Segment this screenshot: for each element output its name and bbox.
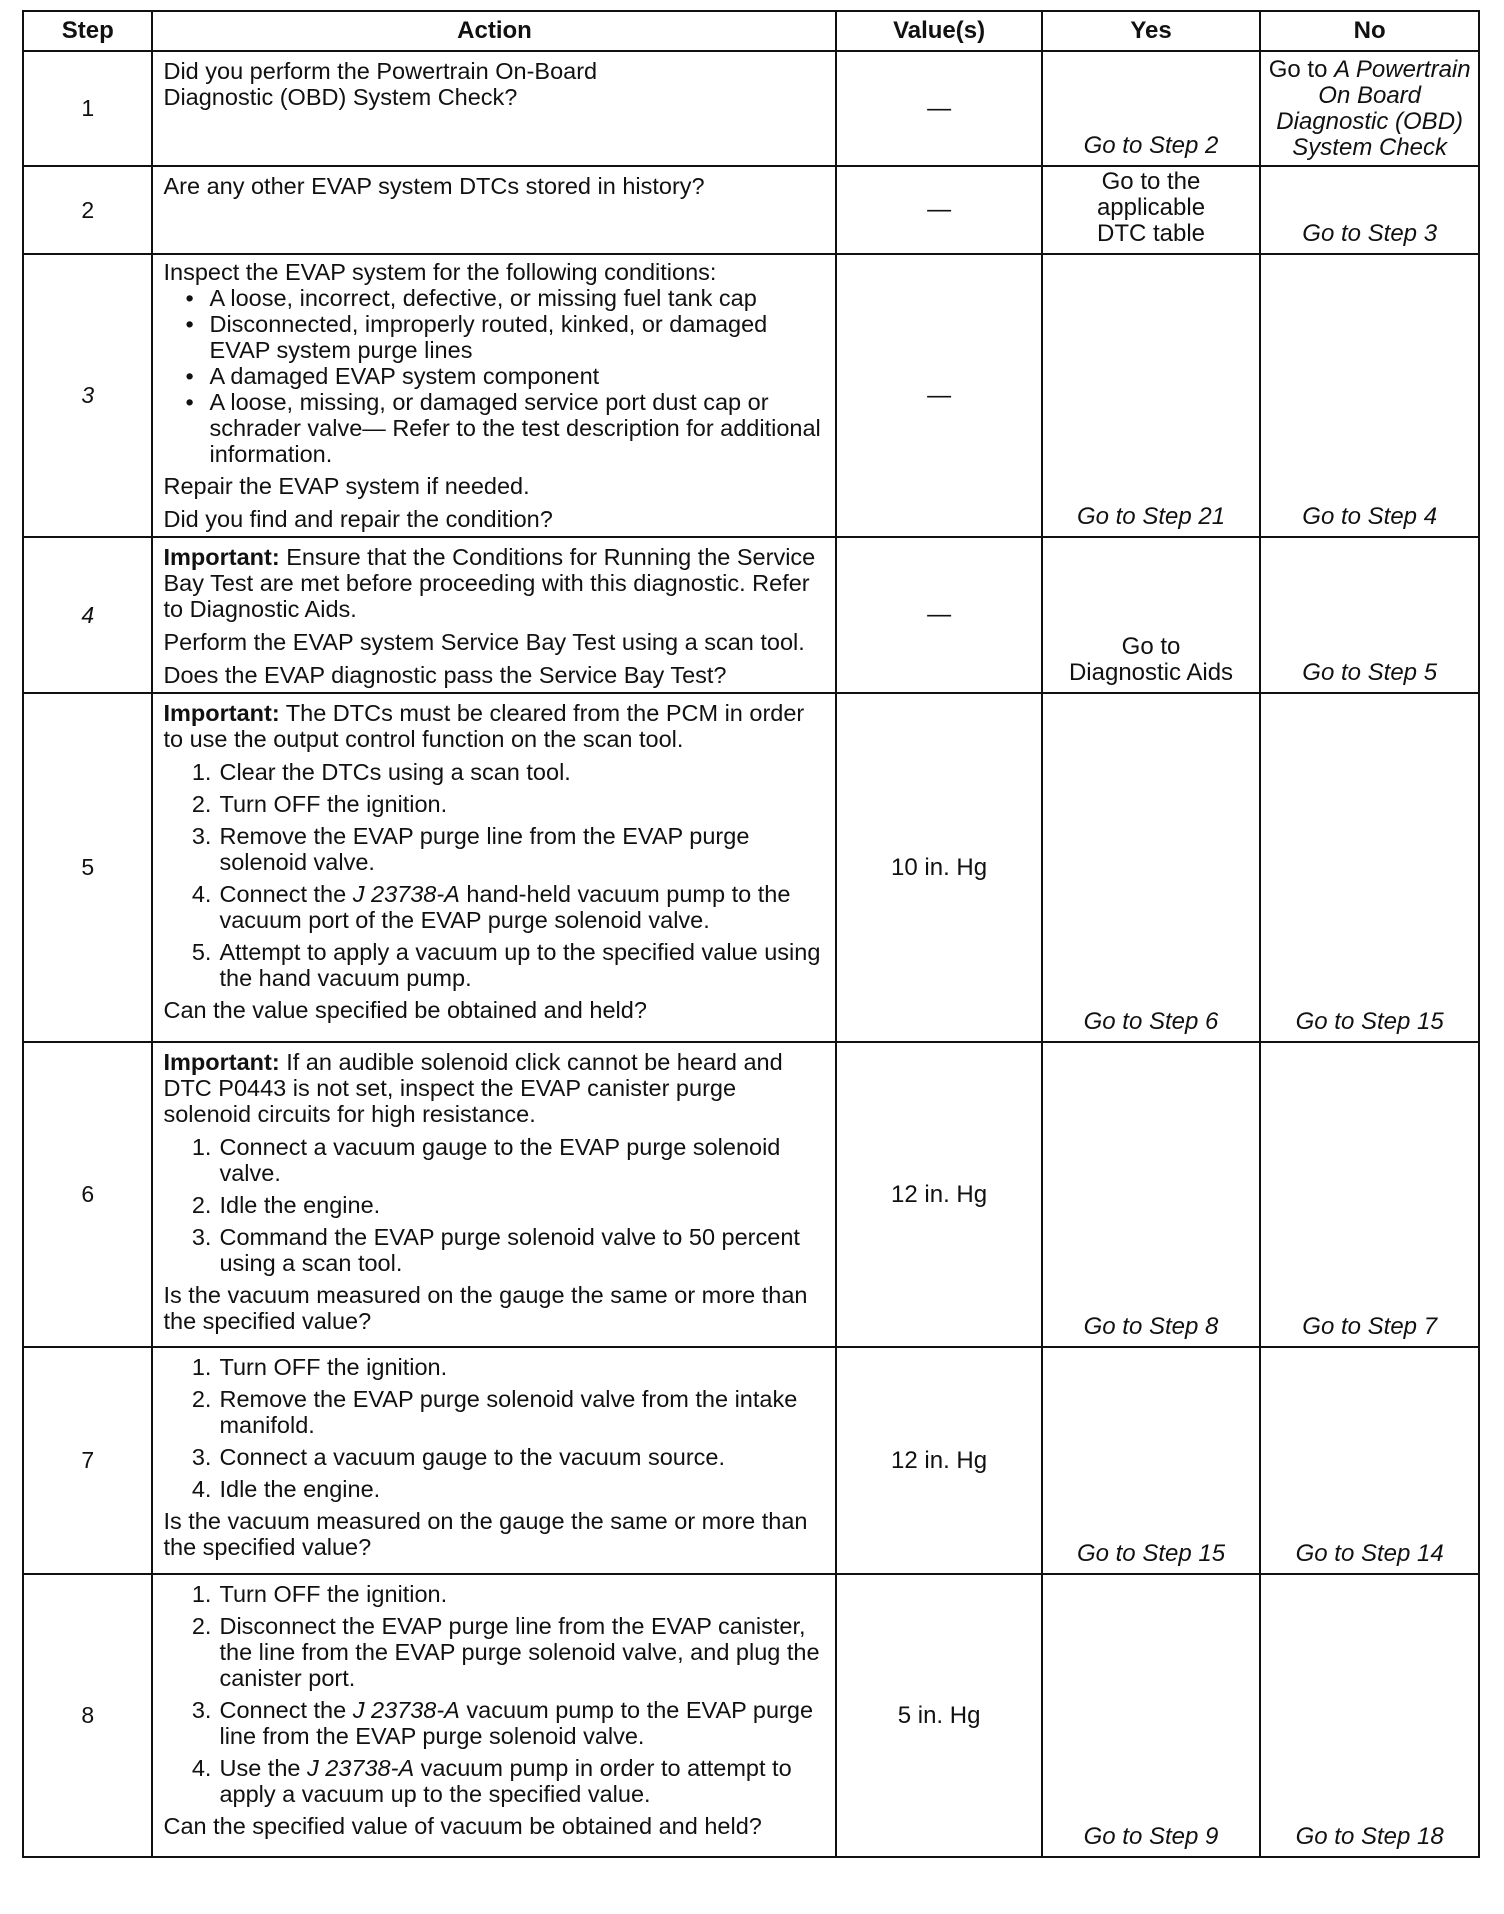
- important-label: Important:: [163, 1049, 280, 1075]
- no-cell: Go to Step 18: [1260, 1574, 1479, 1857]
- procedure-list: [163, 1134, 827, 1276]
- value-cell: —: [836, 537, 1041, 693]
- yes-cell: Go to Step 9: [1042, 1574, 1261, 1857]
- table-row: [23, 1347, 1479, 1574]
- header-values: Value(s): [836, 11, 1041, 51]
- yes-cell: Go to Step 15: [1042, 1347, 1261, 1574]
- header-yes: Yes: [1042, 11, 1261, 51]
- item-text: Turn OFF the ignition.: [219, 1354, 448, 1380]
- item-number: 5.: [191, 939, 212, 965]
- list-item: [163, 791, 827, 817]
- yes-cell: Go to Step 8: [1042, 1042, 1261, 1347]
- step-number: 6: [23, 1042, 152, 1347]
- step-number: 7: [23, 1347, 152, 1574]
- tool-reference: J 23738-A: [307, 1755, 415, 1781]
- item-text: Disconnect the EVAP purge line from the EVAP canister, the line from the EVAP purge solenoid valve, and plug the canister port.: [219, 1613, 820, 1691]
- no-link: A Powertrain On Board Diagnostic (OBD) System Check: [1276, 56, 1471, 161]
- action-question: Can the value specified be obtained and held?: [163, 997, 647, 1023]
- action-question: Did you perform the Powertrain On-Board Diagnostic (OBD) System Check?: [163, 58, 598, 110]
- no-cell: Go to Step 3: [1260, 166, 1479, 254]
- procedure-list: [163, 1354, 827, 1502]
- header-step: Step: [23, 11, 152, 51]
- list-item: [163, 1444, 827, 1470]
- item-text: Command the EVAP purge solenoid valve to 50 percent using a scan tool.: [219, 1224, 800, 1276]
- action-cell: [152, 537, 836, 693]
- yes-cell: Go to Step 21: [1042, 254, 1261, 537]
- item-text-pre: Connect the: [219, 881, 353, 907]
- item-number: 1.: [191, 1134, 212, 1160]
- item-text: Turn OFF the ignition.: [219, 791, 448, 817]
- action-question: Did you find and repair the condition?: [163, 506, 553, 532]
- important-text: The DTCs must be cleared from the PCM in order to use the output control function on the scan tool.: [163, 700, 805, 752]
- yes-cell: Go to the applicable DTC table: [1042, 166, 1261, 254]
- item-text: Remove the EVAP purge solenoid valve from the intake manifold.: [219, 1386, 798, 1438]
- step-number: 4: [23, 537, 152, 693]
- important-text: If an audible solenoid click cannot be heard and DTC P0443 is not set, inspect the EVAP canister purge solenoid circuits for high resistance.: [163, 1049, 783, 1127]
- no-cell: [1260, 51, 1479, 166]
- no-cell: Go to Step 5: [1260, 537, 1479, 693]
- diagnostic-table: [22, 10, 1480, 1858]
- item-number: 3.: [191, 1697, 212, 1723]
- item-text: Connect a vacuum gauge to the EVAP purge solenoid valve.: [219, 1134, 781, 1186]
- value-cell: 12 in. Hg: [836, 1347, 1041, 1574]
- value-cell: 12 in. Hg: [836, 1042, 1041, 1347]
- item-text: [219, 1697, 827, 1749]
- action-note: Repair the EVAP system if needed.: [163, 473, 530, 499]
- yes-cell: Go to Diagnostic Aids: [1042, 537, 1261, 693]
- step-number: 3: [23, 254, 152, 537]
- item-text: Turn OFF the ignition.: [219, 1581, 448, 1607]
- list-item: • A loose, missing, or damaged service port dust cap or schrader valve— Refer to the test description for additional information.: [163, 389, 827, 467]
- value-cell: 5 in. Hg: [836, 1574, 1041, 1857]
- action-question: Can the specified value of vacuum be obtained and held?: [163, 1813, 762, 1839]
- list-item: [163, 1697, 827, 1749]
- procedure-list: [163, 759, 827, 991]
- item-text-pre: Connect the: [219, 1697, 353, 1723]
- value-cell: —: [836, 51, 1041, 166]
- item-text: [219, 1755, 827, 1807]
- item-text: Clear the DTCs using a scan tool.: [219, 759, 571, 785]
- item-text-post: hand-held vacuum pump to the vacuum port of the EVAP purge solenoid valve.: [219, 881, 791, 933]
- no-cell: Go to Step 14: [1260, 1347, 1479, 1574]
- procedure-list: [163, 1581, 827, 1807]
- item-number: 4.: [191, 881, 212, 907]
- list-item: [163, 1134, 827, 1186]
- header-action: Action: [152, 11, 836, 51]
- item-text-pre: Use the: [219, 1755, 307, 1781]
- step-number: 5: [23, 693, 152, 1042]
- item-text: Connect a vacuum gauge to the vacuum source.: [219, 1444, 726, 1470]
- item-text-post: vacuum pump in order to attempt to apply a vacuum up to the specified value.: [219, 1755, 792, 1807]
- tool-reference: J 23738-A: [352, 1697, 460, 1723]
- yes-cell: Go to Step 6: [1042, 693, 1261, 1042]
- list-item: [163, 759, 827, 785]
- table-row: [23, 1042, 1479, 1347]
- table-row: [23, 693, 1479, 1042]
- list-item: [163, 1581, 827, 1607]
- important-label: Important:: [163, 544, 280, 570]
- no-cell: Go to Step 4: [1260, 254, 1479, 537]
- item-number: 2.: [191, 1386, 212, 1412]
- item-number: 1.: [191, 759, 212, 785]
- item-text: Attempt to apply a vacuum up to the specified value using the hand vacuum pump.: [219, 939, 821, 991]
- item-number: 3.: [191, 823, 212, 849]
- item-text: Remove the EVAP purge line from the EVAP purge solenoid valve.: [219, 823, 750, 875]
- step-number: 1: [23, 51, 152, 166]
- item-number: 2.: [191, 791, 212, 817]
- list-item: [163, 1224, 827, 1276]
- action-cell: [152, 1042, 836, 1347]
- value-cell: 10 in. Hg: [836, 693, 1041, 1042]
- table-row: [23, 1574, 1479, 1857]
- table-row: [23, 51, 1479, 166]
- list-item: [163, 1354, 827, 1380]
- item-number: 2.: [191, 1192, 212, 1218]
- condition-list: [163, 285, 827, 467]
- important-note: [163, 700, 827, 752]
- item-text-post: vacuum pump to the EVAP purge line from the EVAP purge solenoid valve.: [219, 1697, 814, 1749]
- action-instruction: Perform the EVAP system Service Bay Test using a scan tool.: [163, 629, 805, 655]
- table-row: [23, 254, 1479, 537]
- no-cell: Go to Step 7: [1260, 1042, 1479, 1347]
- item-number: 4.: [191, 1476, 212, 1502]
- item-text: Idle the engine.: [219, 1476, 381, 1502]
- list-item: • Disconnected, improperly routed, kinked, or damaged EVAP system purge lines: [163, 311, 827, 363]
- action-cell: [152, 51, 836, 166]
- action-question: Is the vacuum measured on the gauge the same or more than the specified value?: [163, 1508, 808, 1560]
- value-cell: —: [836, 254, 1041, 537]
- important-text: Ensure that the Conditions for Running the Service Bay Test are met before proceeding with this diagnostic. Refer to Diagnostic Aids.: [163, 544, 816, 622]
- item-number: 4.: [191, 1755, 212, 1781]
- action-cell: [152, 166, 836, 254]
- item-number: 2.: [191, 1613, 212, 1639]
- table-row: [23, 537, 1479, 693]
- list-item: [163, 881, 827, 933]
- item-number: 3.: [191, 1224, 212, 1250]
- important-note: [163, 544, 827, 622]
- list-item: [163, 1613, 827, 1691]
- list-item: [163, 1476, 827, 1502]
- list-item: • A loose, incorrect, defective, or missing fuel tank cap: [163, 285, 827, 311]
- action-intro: Inspect the EVAP system for the following conditions:: [163, 259, 717, 285]
- tool-reference: J 23738-A: [352, 881, 460, 907]
- action-cell: [152, 1574, 836, 1857]
- no-cell: Go to Step 15: [1260, 693, 1479, 1042]
- step-number: 8: [23, 1574, 152, 1857]
- action-cell: [152, 1347, 836, 1574]
- item-number: 1.: [191, 1354, 212, 1380]
- action-cell: [152, 254, 836, 537]
- action-question: Are any other EVAP system DTCs stored in history?: [163, 173, 705, 199]
- list-item: [163, 1386, 827, 1438]
- list-item: [163, 939, 827, 991]
- value-cell: —: [836, 166, 1041, 254]
- important-label: Important:: [163, 700, 280, 726]
- item-text: [219, 881, 827, 933]
- no-prefix: Go to: [1268, 56, 1335, 83]
- list-item: [163, 823, 827, 875]
- item-number: 1.: [191, 1581, 212, 1607]
- item-text: Idle the engine.: [219, 1192, 381, 1218]
- action-question: Is the vacuum measured on the gauge the same or more than the specified value?: [163, 1282, 808, 1334]
- list-item: • A damaged EVAP system component: [163, 363, 827, 389]
- header-row: [23, 11, 1479, 51]
- header-no: No: [1260, 11, 1479, 51]
- important-note: [163, 1049, 827, 1127]
- list-item: [163, 1755, 827, 1807]
- yes-cell: Go to Step 2: [1042, 51, 1261, 166]
- action-question: Does the EVAP diagnostic pass the Service Bay Test?: [163, 662, 727, 688]
- table-row: [23, 166, 1479, 254]
- list-item: [163, 1192, 827, 1218]
- item-number: 3.: [191, 1444, 212, 1470]
- step-number: 2: [23, 166, 152, 254]
- action-cell: [152, 693, 836, 1042]
